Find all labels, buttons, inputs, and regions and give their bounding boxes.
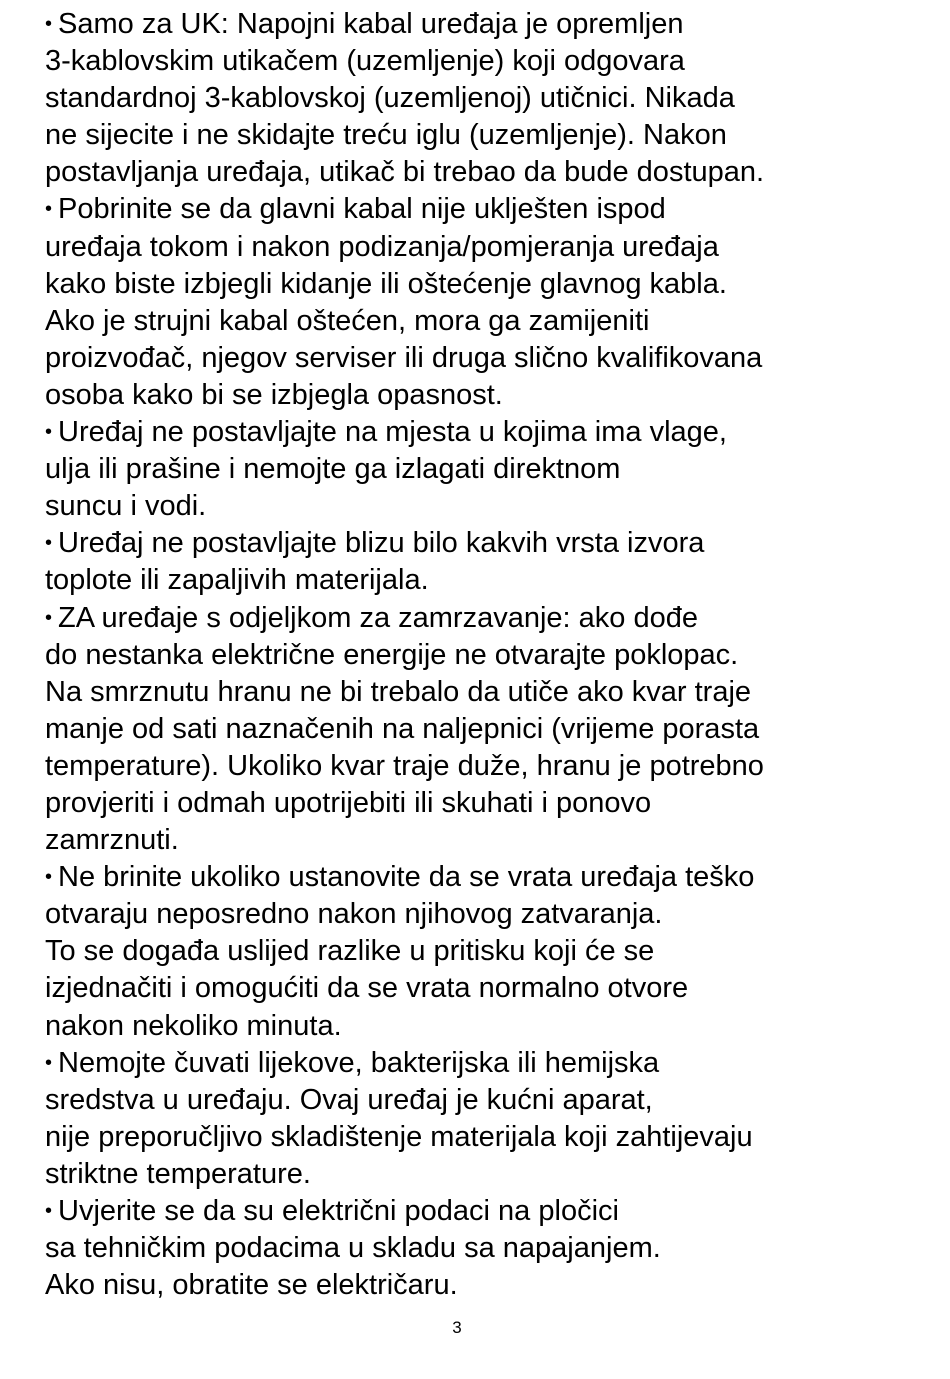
bullet-icon: • xyxy=(45,198,53,221)
text-line xyxy=(45,785,925,822)
line-text: Uređaj ne postavljajte blizu bilo kakvih vrsta izvora xyxy=(58,527,705,560)
bullet-line xyxy=(45,859,925,896)
line-text: striktne temperature. xyxy=(45,1157,311,1190)
bullet-line xyxy=(45,6,925,43)
bullet-line xyxy=(45,1193,925,1230)
text-line xyxy=(45,117,925,154)
bullet-line xyxy=(45,525,925,562)
line-text: Uvjerite se da su električni podaci na pločici xyxy=(58,1195,619,1227)
line-text: zamrznuti. xyxy=(45,824,179,857)
line-text: Ako je strujni kabal oštećen, mora ga zamijeniti xyxy=(45,304,650,337)
text-line xyxy=(45,377,925,414)
line-text: 3-kablovskim utikačem (uzemljenje) koji odgovara xyxy=(45,45,685,78)
line-text: standardnoj 3-kablovskoj (uzemljenoj) utičnici. Nikada xyxy=(45,82,735,115)
text-line xyxy=(45,80,925,117)
line-text: Pobrinite se da glavni kabal nije uklješten ispod xyxy=(58,193,666,226)
line-text: Nemojte čuvati lijekove, bakterijska ili hemijska xyxy=(58,1046,660,1079)
line-text: kako biste izbjegli kidanje ili oštećenje glavnog kabla. xyxy=(45,267,727,300)
line-text: nakon nekoliko minuta. xyxy=(45,1009,342,1042)
text-line xyxy=(45,711,925,748)
line-text: do nestanka električne energije ne otvarajte poklopac. xyxy=(45,638,739,671)
text-line xyxy=(45,303,925,340)
line-text: otvaraju neposredno nakon njihovog zatvaranja. xyxy=(45,898,663,931)
text-line xyxy=(45,896,925,933)
line-text: osoba kako bi se izbjegla opasnost. xyxy=(45,378,503,411)
line-text: postavljanja uređaja, utikač bi trebao da bude dostupan. xyxy=(45,156,765,189)
bullet-icon: • xyxy=(45,13,53,35)
bullet-icon: • xyxy=(45,532,53,555)
text-line xyxy=(45,970,925,1007)
text-line xyxy=(45,562,925,599)
text-line xyxy=(45,43,925,80)
line-text: sa tehničkim podacima u skladu sa napajanjem. xyxy=(45,1232,661,1265)
line-text: ulja ili prašine i nemojte ga izlagati direktnom xyxy=(45,453,621,486)
text-line xyxy=(45,637,925,674)
text-line xyxy=(45,1267,925,1304)
text-line xyxy=(45,1230,925,1267)
bullet-line xyxy=(45,414,925,451)
bullet-line xyxy=(45,600,925,637)
text-line xyxy=(45,822,925,859)
line-text: uređaja tokom i nakon podizanja/pomjeranja uređaja xyxy=(45,230,719,263)
line-text: proizvođač, njegov serviser ili druga slično kvalifikovana xyxy=(45,341,763,374)
text-line xyxy=(45,154,925,191)
line-text: nije preporučljivo skladištenje materijala koji zahtijevaju xyxy=(45,1120,753,1153)
text-line xyxy=(45,266,925,303)
document-body xyxy=(45,6,925,1304)
bullet-icon: • xyxy=(45,1200,53,1222)
line-text: To se događa uslijed razlike u pritisku koji će se xyxy=(45,935,655,968)
text-line xyxy=(45,1156,925,1193)
text-line xyxy=(45,229,925,266)
text-line xyxy=(45,1008,925,1045)
bullet-icon: • xyxy=(45,421,53,444)
line-text: temperature). Ukoliko kvar traje duže, hranu je potrebno xyxy=(45,749,764,782)
line-text: provjeriti i odmah upotrijebiti ili skuhati i ponovo xyxy=(45,786,652,819)
line-text: izjednačiti i omogućiti da se vrata normalno otvore xyxy=(45,972,689,1005)
text-line xyxy=(45,748,925,785)
text-line xyxy=(45,488,925,525)
text-line xyxy=(45,674,925,711)
line-text: Ako nisu, obratite se električaru. xyxy=(45,1269,458,1302)
bullet-icon: • xyxy=(45,1051,53,1074)
line-text: Na smrznutu hranu ne bi trebalo da utiče ako kvar traje xyxy=(45,675,752,708)
line-text: manje od sati naznačenih na naljepnici (vrijeme porasta xyxy=(45,712,760,745)
text-line xyxy=(45,340,925,377)
line-text: sredstva u uređaju. Ovaj uređaj je kućni aparat, xyxy=(45,1083,653,1116)
bullet-icon: • xyxy=(45,606,53,629)
text-line xyxy=(45,451,925,488)
line-text: ne sijecite i ne skidajte treću iglu (uzemljenje). Nakon xyxy=(45,119,727,152)
text-line xyxy=(45,1082,925,1119)
line-text: suncu i vodi. xyxy=(45,490,207,523)
line-text: toplote ili zapaljivih materijala. xyxy=(45,564,429,597)
bullet-line xyxy=(45,191,925,228)
line-text: Uređaj ne postavljajte na mjesta u kojima ima vlage, xyxy=(58,416,727,449)
bullet-line xyxy=(45,1045,925,1082)
line-text: Samo za UK: Napojni kabal uređaja je opremljen xyxy=(58,8,684,40)
line-text: Ne brinite ukoliko ustanovite da se vrata uređaja teško xyxy=(58,861,755,894)
text-line xyxy=(45,1119,925,1156)
page-number: 3 xyxy=(452,1318,462,1337)
bullet-icon: • xyxy=(45,866,53,889)
text-line xyxy=(45,933,925,970)
line-text: ZA uređaje s odjeljkom za zamrzavanje: ako dođe xyxy=(58,601,698,634)
